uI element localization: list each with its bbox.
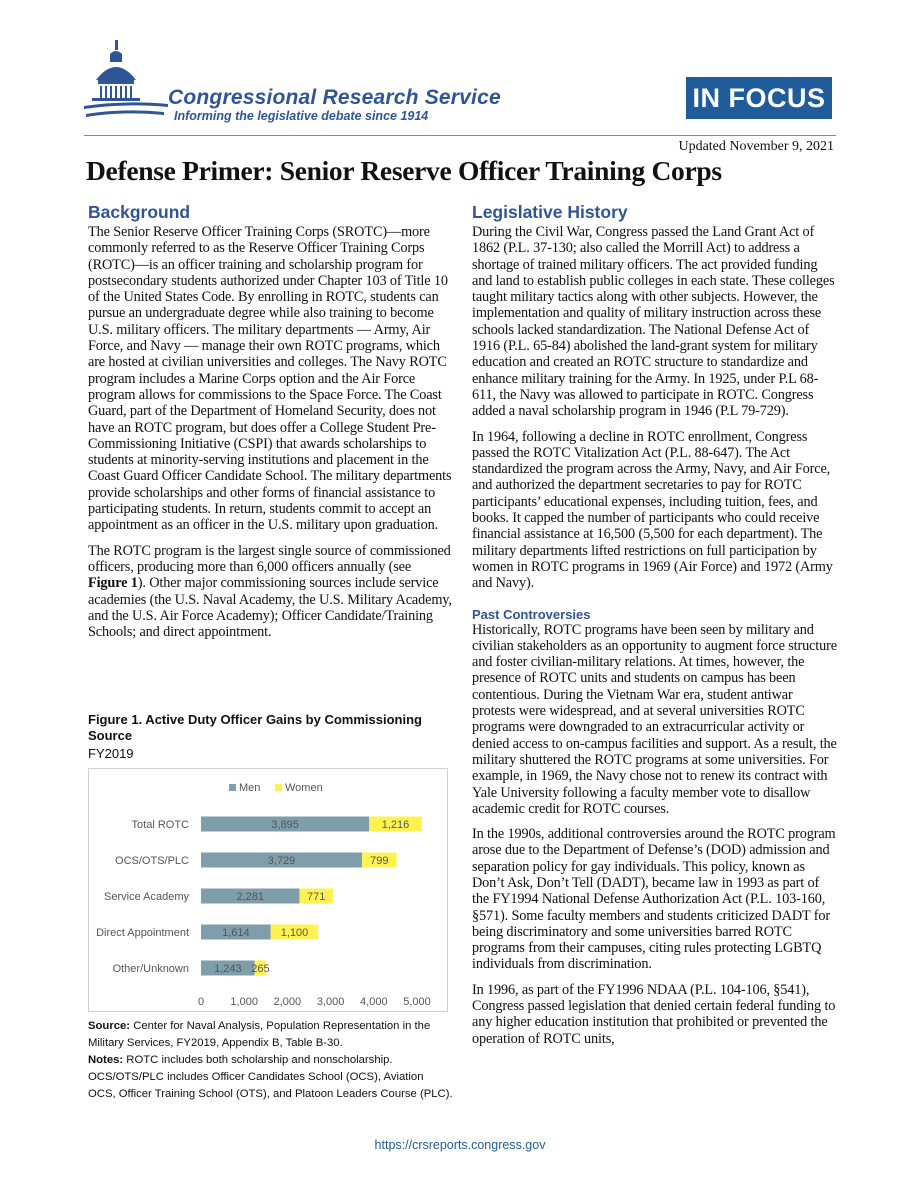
paragraph: During the Civil War, Congress passed the Land Grant Act of 1862 (P.L. 37-130; also called the Morrill Act) to address a shortage of trained military officers. The act provided funding and land to establish public colleges in each state. These colleges taught military tactics along with other subjects. However, the implementation and quality of military instruction across these schools lacked standardization. The National Defense Act of 1916 (P.L. 65-84) abolished the land-grant system for military education and created an ROTC structure to standardize and enhance military training for the Army. In 1925, under P.L 68-611, the Navy was allowed to participate in ROTC. Congress added a naval scholarship program in 1946 (P.L 79-729). (472, 224, 835, 420)
paragraph: The ROTC program is the largest single source of commissioned officers, producing more than 6,000 officers annually (see Figure 1). Other major commissioning sources include service academies (the U.S. Naval Academy, the U.S. Military Academy, and the U.S. Air Force Academy); Officer Candidate/Training Schools; and direct appointment. (88, 542, 452, 641)
section-heading-background: Background (88, 202, 191, 222)
legend-swatch-women (275, 784, 282, 791)
background-text (88, 224, 453, 640)
figure-notes: Notes: ROTC includes both scholarship and nonscholarship. OCS/OTS/PLC includes Officer Candidates School (OCS), Aviation OCS, Officer Training School (OTS), and Platoon Leaders Course (PLC). (88, 1054, 453, 1100)
subheading-past-controversies: Past Controversies (472, 606, 591, 622)
x-tick-label: 0 (197, 996, 205, 1008)
data-label: 1,216 (381, 819, 410, 831)
category-label: Service Academy (104, 891, 189, 903)
footer-link[interactable]: https://crsreports.congress.gov (374, 1138, 546, 1152)
org-tagline: Informing the legislative debate since 1914 (174, 109, 429, 123)
chart-frame (88, 768, 448, 1012)
header-rule (84, 135, 836, 136)
x-tick-label: 3,000 (316, 996, 345, 1008)
page-title: Defense Primer: Senior Reserve Officer Training Corps (86, 155, 722, 186)
org-name: Congressional Research Service (168, 86, 501, 109)
paragraph: Historically, ROTC programs have been seen by military and civilian stakeholders as an opportunity to augment force structure and foster civilian-military relations. At times, however, the presence of ROTC units and students on campus has been contentious. During the Vietnam War era, student antiwar protests were widespread, and at several universities ROTC programs were downgraded to an extracurricular activity or denied access to on-campus facilities and support. As a result, the military shuttered the ROTC programs at some universities. For example, in 1969, the Navy chose not to renew its contract with Yale University following a faculty member vote to disallow academic credit for ROTC courses. (472, 621, 837, 817)
x-tick-label: 5,000 (403, 996, 431, 1008)
left-column (88, 202, 453, 649)
x-tick-label: 2,000 (273, 996, 302, 1008)
legislative-history-text (472, 224, 837, 592)
legend-swatch-men (229, 784, 236, 791)
legend-label-women: Women (285, 782, 323, 794)
paragraph: The Senior Reserve Officer Training Corps (SROTC)—more commonly referred to as the Reserve Officer Training Corps (ROTC)—is an officer training and scholarship program for postsecondary students authorized under Chapter 103 of Title 10 of the United States Code. By enrolling in ROTC, students can pursue an undergraduate degree while also training to become U.S. military officers. The military departments — Army, Air Force, and Navy — manage their own ROTC programs, which are hosted at civilian universities and colleges. The Navy ROTC program includes a Marine Corps option and the Air Force program allows for commissions to the Space Force. The Coast Guard, part of the Department of Homeland Security, does not have an ROTC program, but does offer a College Student Pre-Commissioning Initiative (CSPI) that awards scholarships to students at minority-serving institutions and placement in the Coast Guard Officer Candidate School. The military departments provide scholarships and other forms of financial assistance to participating students. In return, students commit to accept an appointment as an officer in the U.S. military upon graduation. (88, 224, 452, 534)
past-controversies-text (472, 622, 837, 1047)
data-label: 1,100 (280, 927, 309, 939)
x-tick-label: 4,000 (360, 996, 388, 1008)
category-label: Total ROTC (131, 819, 189, 831)
data-label: 265 (251, 963, 270, 975)
figure-reference[interactable]: Figure 1 (88, 575, 138, 592)
section-heading-legislative-history: Legislative History (472, 202, 628, 222)
crs-logo (84, 40, 174, 126)
figure-source: Source: Center for Naval Analysis, Population Representation in the Military Services, FY2019, Appendix B, Table B-30. (88, 1020, 431, 1049)
data-label: 1,243 (214, 963, 242, 975)
data-label: 799 (370, 855, 389, 867)
figure-subtitle: FY2019 (88, 746, 134, 761)
paragraph: In 1964, following a decline in ROTC enrollment, Congress passed the ROTC Vitalization Act (P.L. 88-647). The Act standardized the program across the Army, Navy, and Air Force, and authorized the department secretaries to pay for ROTC participants’ educational expenses, including tuition, fees, and books. It capped the number of participants who could receive financial assistance at 16,500 (5,500 for each department). The military departments lifted restrictions on full participation by women in ROTC programs in 1969 (Air Force) and 1972 (Army and Navy). (472, 428, 833, 592)
category-label: OCS/OTS/PLC (115, 855, 189, 867)
bar-chart (89, 769, 447, 1011)
paragraph: In the 1990s, additional controversies around the ROTC program arose due to the Department of Defense’s (DOD) admission and separation policy for gay individuals. This policy, known as Don’t Ask, Don’t Tell (DADT), became law in 1993 as part of the FY1994 National Defense Authorization Act (P.L. 103-160, §571). Some faculty members and students criticized DADT for being discriminatory and some universities barred ROTC programs from their campuses, citing rules protecting LGBTQ individuals from discrimination. (472, 826, 836, 973)
data-label: 2,281 (236, 891, 265, 903)
updated-date: Updated November 9, 2021 (678, 139, 834, 154)
data-label: 3,895 (271, 819, 299, 831)
data-label: 1,614 (222, 927, 250, 939)
figure-title: Figure 1. Active Duty Officer Gains by Commissioning Source (88, 712, 422, 743)
legend-label-men: Men (239, 782, 261, 794)
data-label: 771 (307, 891, 326, 903)
category-label: Other/Unknown (112, 963, 189, 975)
paragraph: In 1996, as part of the FY1996 NDAA (P.L. 104-106, §541), Congress passed legislation that denied certain federal funding to any higher education institution that prohibited or prevented the operation of ROTC units, (472, 981, 836, 1047)
category-label: Direct Appointment (96, 927, 189, 939)
x-tick-label: 1,000 (230, 996, 258, 1008)
data-label: 3,729 (267, 855, 296, 867)
in-focus-badge: IN FOCUS (686, 77, 832, 119)
capitol-dome-icon (84, 40, 174, 126)
right-column (472, 202, 837, 1056)
